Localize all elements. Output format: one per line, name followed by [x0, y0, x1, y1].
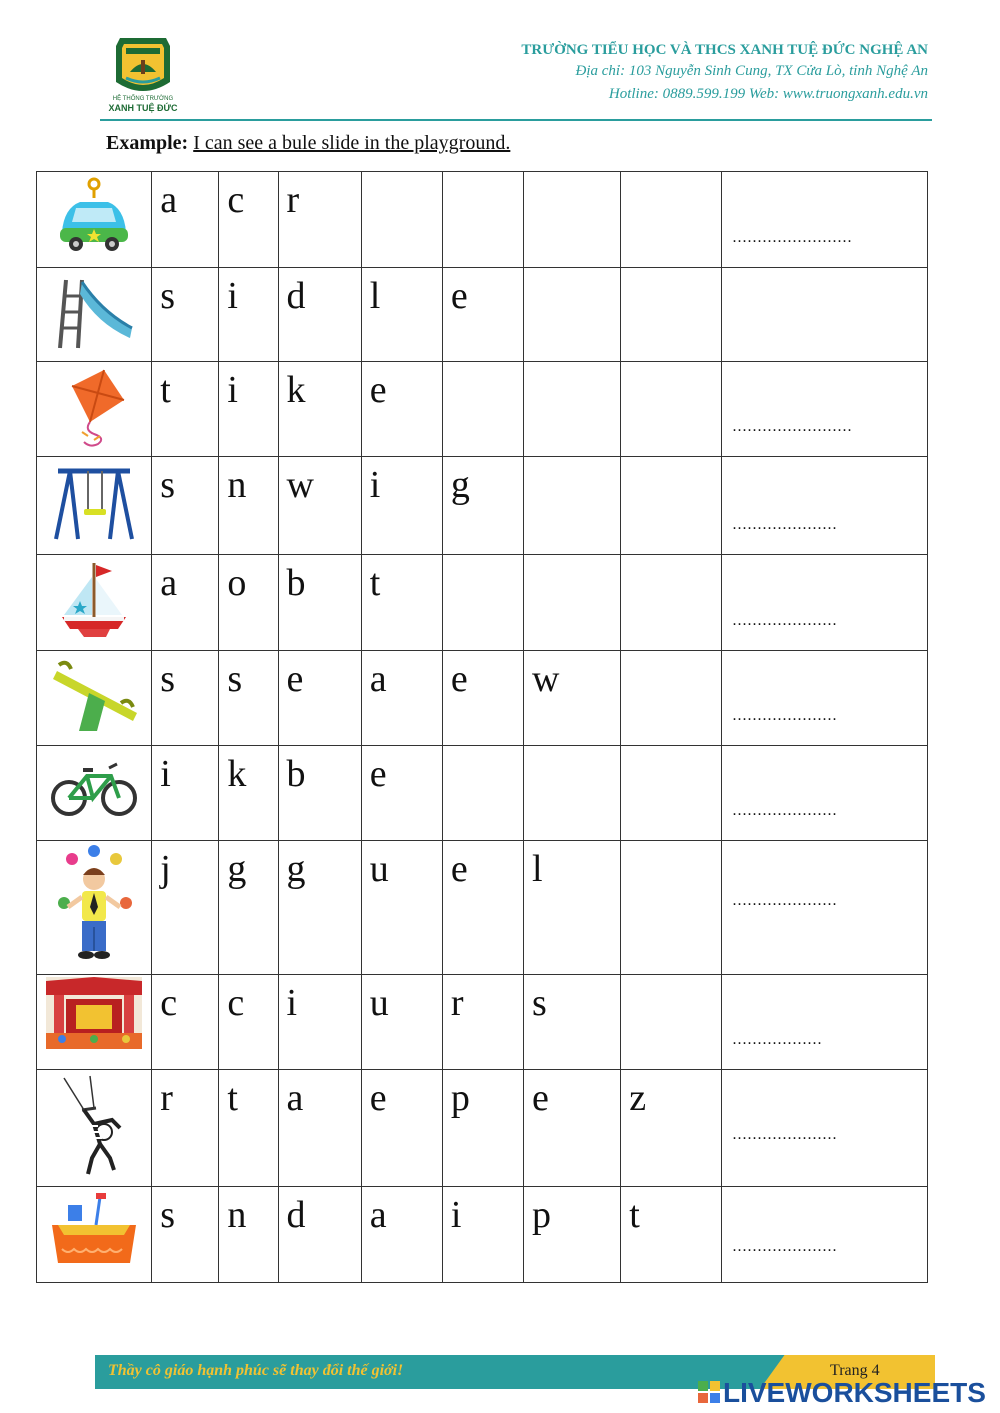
logo-caption-brand: XANH TUỆ ĐỨC: [108, 103, 178, 113]
letter: w: [286, 464, 314, 506]
liveworksheets-watermark[interactable]: LIVEWORKSHEETS: [723, 1377, 986, 1408]
answer-cell[interactable]: [722, 746, 928, 841]
table-row: [37, 362, 928, 457]
letter: e: [369, 1077, 387, 1119]
letter: p: [450, 1077, 470, 1119]
letter: u: [369, 848, 389, 890]
letter: t: [369, 562, 381, 604]
letter: i: [160, 753, 171, 795]
letter: a: [286, 1077, 304, 1119]
letter: t: [227, 1077, 238, 1119]
letter: i: [450, 1194, 462, 1236]
letter: [524, 362, 620, 371]
letter: [621, 457, 721, 466]
boat-icon: [54, 559, 134, 643]
kite-icon: [54, 366, 134, 450]
letter: a: [160, 179, 178, 221]
letter: [621, 268, 721, 277]
letter: [362, 172, 442, 181]
letter: i: [286, 982, 298, 1024]
letter: r: [286, 179, 300, 221]
letter: n: [227, 1194, 247, 1236]
letter: l: [532, 848, 543, 890]
letter: [621, 975, 721, 984]
answer-cell[interactable]: [722, 651, 928, 746]
letter: s: [227, 658, 243, 700]
letter: [621, 555, 721, 564]
liveworksheets-logo-icon: [698, 1381, 720, 1403]
table-row: [37, 172, 928, 268]
letter: t: [629, 1194, 640, 1236]
letter: o: [227, 562, 247, 604]
answer-cell[interactable]: [722, 1070, 928, 1187]
answer-blank[interactable]: .....................: [732, 516, 838, 533]
table-row: [37, 1070, 928, 1187]
trapeze-icon: [54, 1074, 134, 1180]
picture-cell: [37, 1070, 152, 1187]
picture-cell: [37, 172, 152, 268]
picture-cell: [37, 651, 152, 746]
school-address: Địa chỉ: 103 Nguyễn Sinh Cung, TX Cửa Lò, tỉnh Nghệ An: [575, 63, 928, 79]
juggler-icon: [54, 845, 134, 969]
picture-cell: [37, 555, 152, 651]
school-info: [521, 40, 928, 106]
answer-cell[interactable]: [722, 1187, 928, 1283]
letter: e: [450, 658, 468, 700]
letter: l: [369, 275, 381, 317]
page-number: Trang 4: [830, 1362, 880, 1379]
table-row: [37, 651, 928, 746]
picture-cell: [37, 457, 152, 555]
letter: [443, 172, 523, 181]
letter: c: [160, 982, 178, 1024]
letter: [524, 746, 620, 755]
letter: p: [532, 1194, 552, 1236]
answer-cell[interactable]: [722, 457, 928, 555]
letter: [524, 555, 620, 564]
letter: r: [450, 982, 464, 1024]
letter: [621, 746, 721, 755]
picture-cell: [37, 746, 152, 841]
answer-blank[interactable]: ........................: [732, 229, 853, 246]
letter: e: [450, 848, 468, 890]
answer-blank[interactable]: .....................: [732, 1238, 838, 1255]
table-row: [37, 1187, 928, 1283]
letter: s: [160, 275, 176, 317]
letter: d: [286, 1194, 306, 1236]
letter: b: [286, 753, 306, 795]
letter: e: [369, 369, 387, 411]
swing-icon: [52, 461, 136, 545]
letter: k: [227, 753, 247, 795]
letter: d: [286, 275, 306, 317]
letter: s: [160, 1194, 176, 1236]
circus-icon: [46, 977, 142, 1049]
letter: k: [286, 369, 306, 411]
answer-cell[interactable]: [722, 975, 928, 1070]
table-row: [37, 457, 928, 555]
letter: j: [160, 848, 171, 890]
letter: e: [532, 1077, 549, 1119]
letter: [621, 362, 721, 371]
letter: [443, 746, 523, 755]
answer-cell[interactable]: [722, 268, 928, 362]
answer-cell[interactable]: [722, 362, 928, 457]
picture-cell: [37, 1187, 152, 1283]
letter: b: [286, 562, 306, 604]
letter: [443, 555, 523, 564]
letter: a: [369, 1194, 387, 1236]
unscramble-table: [36, 171, 928, 1283]
picture-cell: [37, 975, 152, 1070]
table-row: [37, 841, 928, 975]
letter: [524, 457, 620, 466]
letter: [443, 362, 523, 371]
answer-blank[interactable]: ..................: [732, 1031, 823, 1048]
answer-blank[interactable]: .....................: [732, 1126, 838, 1143]
answer-cell[interactable]: [722, 555, 928, 651]
slide-icon: [52, 272, 136, 354]
car-icon: [54, 176, 134, 260]
sandpit-icon: [48, 1191, 140, 1271]
picture-cell: [37, 841, 152, 975]
table-row: [37, 975, 928, 1070]
letter: t: [160, 369, 171, 411]
picture-cell: [37, 362, 152, 457]
answer-blank[interactable]: .....................: [732, 707, 838, 724]
example-label: Example:: [106, 132, 189, 154]
letter: s: [532, 982, 547, 1024]
seesaw-icon: [49, 655, 139, 739]
picture-cell: [37, 268, 152, 362]
letter: s: [160, 658, 176, 700]
example-line: [106, 132, 510, 155]
bike-icon: [49, 750, 139, 830]
letter: [621, 172, 721, 181]
table-row: [37, 746, 928, 841]
answer-blank[interactable]: ........................: [732, 418, 853, 435]
letter: [524, 172, 620, 181]
letter: e: [286, 658, 304, 700]
letter: [621, 651, 721, 660]
letter: [524, 268, 620, 277]
letter: u: [369, 982, 389, 1024]
answer-blank[interactable]: .....................: [732, 612, 838, 629]
letter: [621, 841, 721, 850]
school-contact: Hotline: 0889.599.199 Web: www.truongxanh.edu.vn: [608, 86, 928, 102]
table-row: [37, 555, 928, 651]
answer-blank[interactable]: .....................: [732, 802, 838, 819]
letter: c: [227, 179, 245, 221]
header-divider: [100, 119, 932, 121]
letter: g: [450, 464, 470, 506]
letter: a: [160, 562, 178, 604]
logo-caption-small: HỆ THỐNG TRƯỜNG: [112, 96, 174, 102]
example-sentence: I can see a bule slide in the playground.: [193, 132, 511, 154]
letter: g: [286, 848, 306, 890]
letter: e: [369, 753, 387, 795]
school-name: TRƯỜNG TIỂU HỌC VÀ THCS XANH TUỆ ĐỨC NGHỆ AN: [521, 42, 928, 58]
letter: c: [227, 982, 245, 1024]
answer-cell[interactable]: [722, 841, 928, 975]
letter: n: [227, 464, 247, 506]
letter: a: [369, 658, 387, 700]
letter: e: [450, 275, 468, 317]
letter: i: [227, 369, 238, 411]
answer-blank[interactable]: .....................: [732, 892, 838, 909]
letter: r: [160, 1077, 173, 1119]
letter: g: [227, 848, 247, 890]
letter: s: [160, 464, 176, 506]
table-row: [37, 268, 928, 362]
letter: z: [629, 1077, 647, 1119]
letter: i: [227, 275, 238, 317]
letter: i: [369, 464, 381, 506]
footer-quote: Thầy cô giáo hạnh phúc sẽ thay đổi thế giới!: [108, 1362, 404, 1379]
letter: w: [532, 658, 560, 700]
answer-cell[interactable]: [722, 172, 928, 268]
